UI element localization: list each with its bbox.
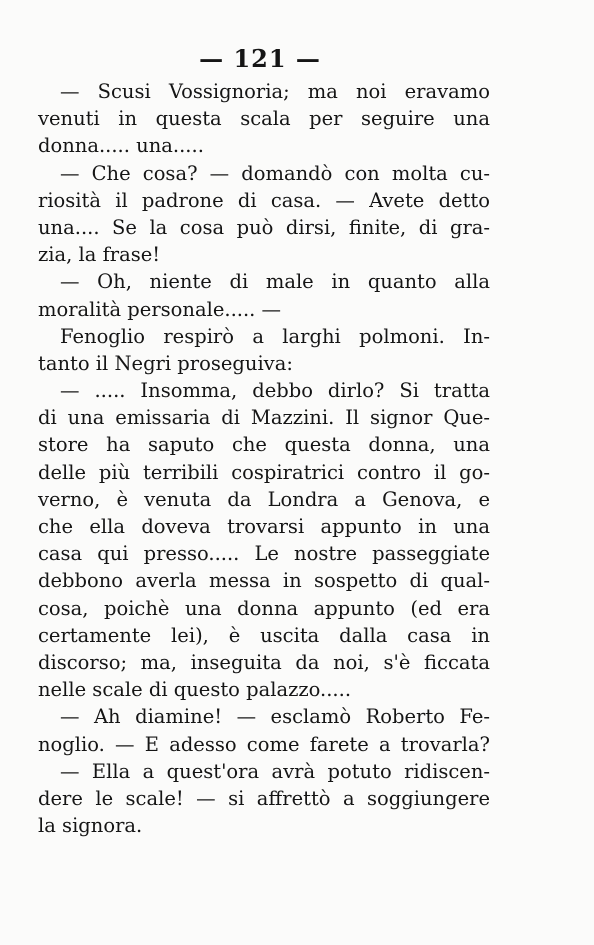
text-line: verno, è venuta da Londra a Genova, e	[38, 487, 490, 511]
text-line: noglio. — E adesso come farete a trovarla?	[38, 732, 490, 756]
text-line: dere le scale! — si affrettò a soggiungere	[38, 786, 490, 810]
text-line: store ha saputo che questa donna, una	[38, 433, 490, 457]
text-line: venuti in questa scala per seguire una	[38, 107, 490, 131]
text-line: — Ah diamine! — esclamò Roberto Fe-	[60, 705, 490, 729]
text-line: tanto il Negri proseguiva:	[38, 351, 293, 375]
text-line: moralità personale..... —	[38, 297, 282, 321]
text-line: Fenoglio respirò a larghi polmoni. In-	[60, 324, 490, 348]
text-line: — Ella a quest'ora avrà potuto ridiscen-	[60, 759, 490, 783]
text-line: la signora.	[38, 814, 143, 838]
text-line: di una emissaria di Mazzini. Il signor Que-	[38, 406, 490, 430]
text-line: debbono averla messa in sospetto di qual-	[38, 569, 490, 593]
text-line: nelle scale di questo palazzo.....	[38, 678, 352, 702]
page-number: — 121 —	[199, 44, 321, 73]
text-line: — Scusi Vossignoria; ma noi eravamo	[60, 80, 490, 103]
text-line: delle più terribili cospiratrici contro il go-	[38, 460, 490, 484]
text-line: discorso; ma, inseguita da noi, s'è ficcata	[38, 650, 490, 674]
text-line: cosa, poichè una donna appunto (ed era	[38, 596, 490, 620]
page-text	[38, 78, 490, 839]
text-line: che ella doveva trovarsi appunto in una	[38, 515, 490, 538]
text-line: donna..... una.....	[38, 134, 204, 158]
text-line: — ..... Insomma, debbo dirlo? Si tratta	[60, 379, 490, 403]
text-line: una.... Se la cosa può dirsi, finite, di gra-	[38, 215, 490, 239]
text-line: certamente lei), è uscita dalla casa in	[38, 623, 490, 647]
text-line: zia, la frase!	[38, 243, 161, 267]
text-line: — Che cosa? — domandò con molta cu-	[60, 161, 490, 185]
text-line: casa qui presso..... Le nostre passeggiate	[38, 542, 490, 566]
text-line: — Oh, niente di male in quanto alla	[60, 270, 490, 294]
text-line: riosità il padrone di casa. — Avete detto	[38, 188, 490, 212]
